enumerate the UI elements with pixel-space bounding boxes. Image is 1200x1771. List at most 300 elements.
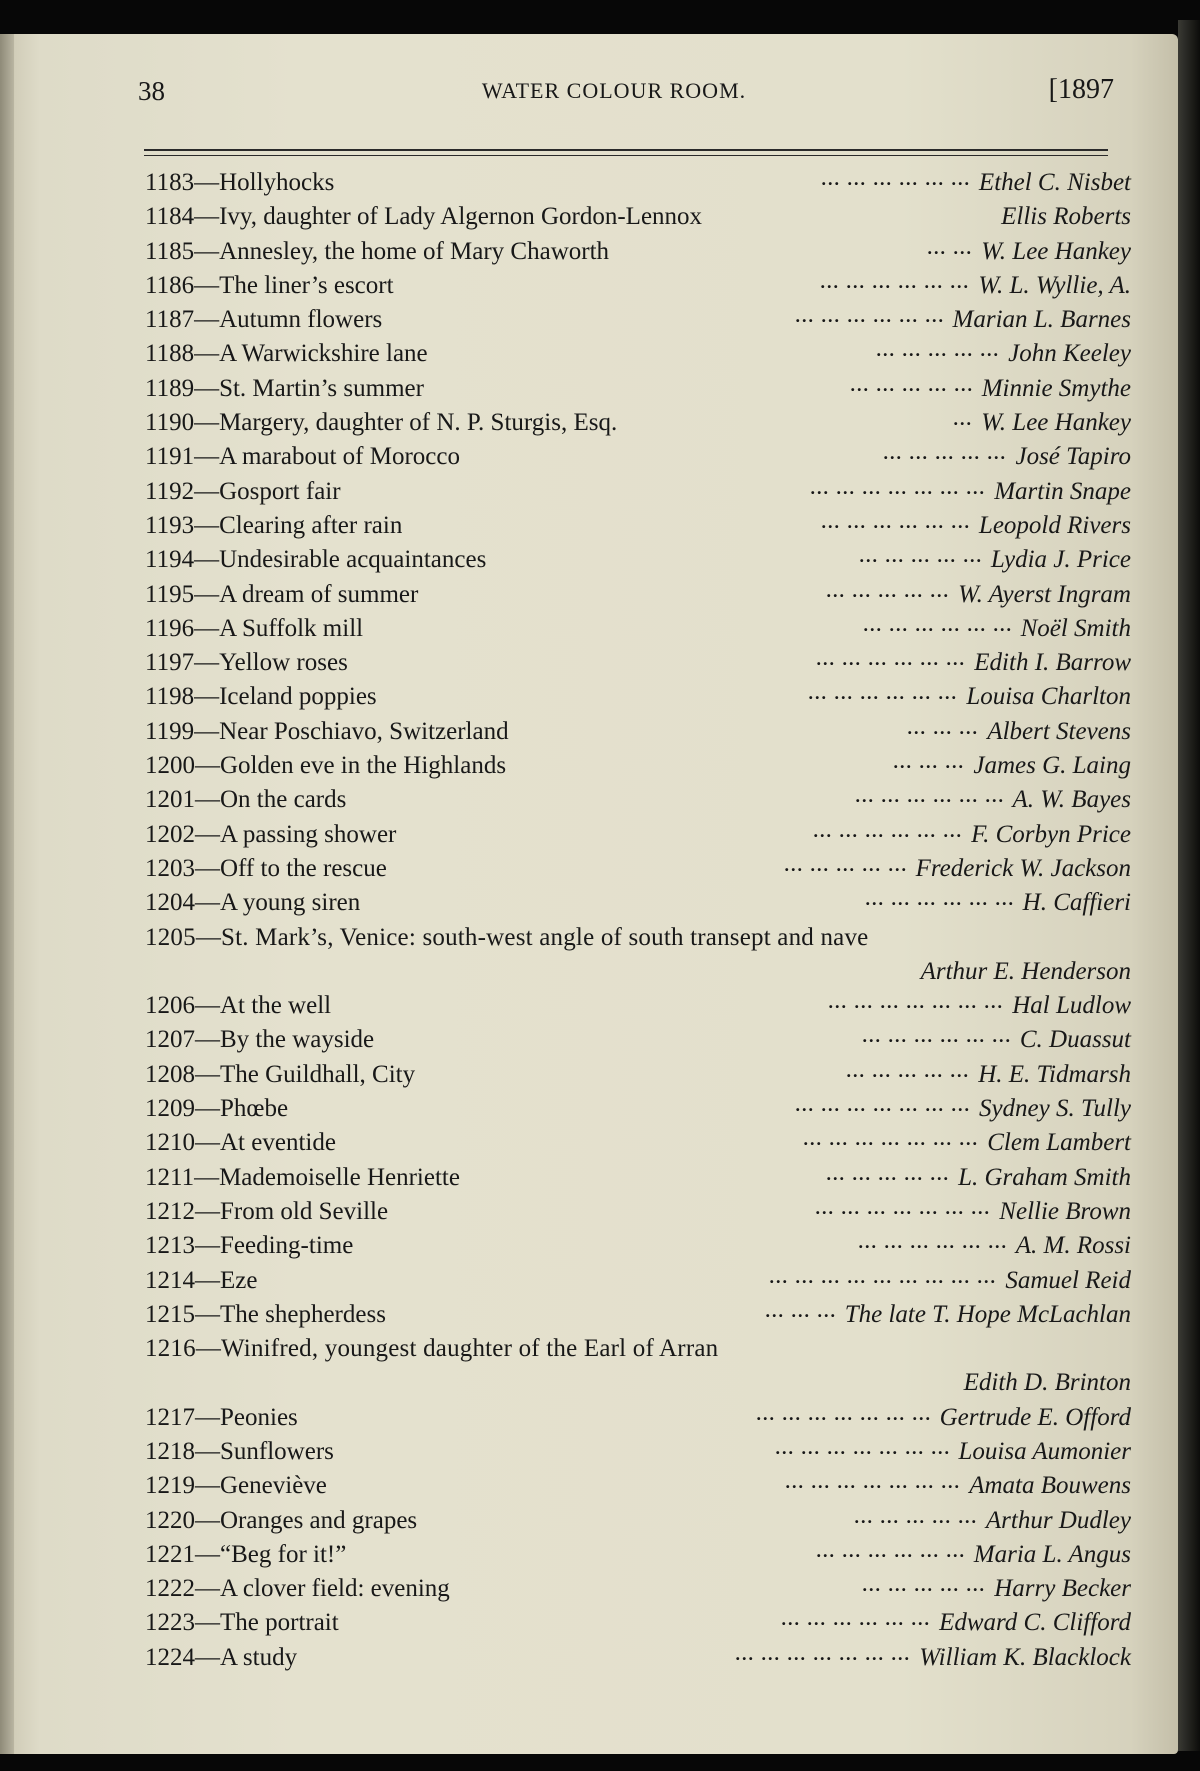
entry-number: 1203 (145, 854, 195, 882)
entry-line (145, 1164, 460, 1192)
entry-artist: Albert Stevens (987, 717, 1131, 745)
entry-line (145, 1301, 386, 1329)
entry-title: Gosport fair (219, 477, 341, 505)
entry-title: A study (220, 1643, 298, 1671)
leader-dots: ... ... ... ... ... ... ... (810, 477, 986, 498)
entry-dash: — (194, 271, 220, 299)
entry-title: A Suffolk mill (219, 614, 364, 642)
entry-line (145, 649, 348, 677)
entry-title: St. Mark’s, Venice: south-west angle of south transept and nave (221, 923, 869, 951)
leader-dots: ... ... ... ... ... (846, 1060, 970, 1081)
entry-number: 1188 (145, 340, 195, 368)
entry-title: Peonies (220, 1403, 298, 1431)
entry-title: Margery, daughter of N. P. Sturgis, Esq. (219, 409, 618, 437)
entry-dash: — (195, 1643, 220, 1671)
entry-dash: — (194, 614, 220, 642)
entry-number: 1193 (145, 511, 195, 539)
entry-line (145, 752, 506, 780)
entry-title: A clover field: evening (220, 1575, 450, 1603)
page-gutter (0, 34, 14, 1754)
catalogue-entry (145, 921, 1131, 955)
entry-number: 1220 (145, 1506, 195, 1534)
entry-number: 1207 (145, 1026, 195, 1054)
entry-line (145, 1609, 339, 1637)
entry-title: St. Martin’s summer (219, 374, 424, 402)
entry-title: Iceland poppies (219, 683, 377, 711)
leader-dots: ... ... ... ... ... ... (808, 683, 958, 704)
entry-line (145, 889, 360, 917)
entry-title: The Guildhall, City (220, 1060, 416, 1088)
entry-dash: — (194, 683, 220, 711)
catalogue-entry (145, 1126, 1131, 1160)
entry-line (145, 1472, 327, 1500)
entry-artist: Sydney S. Tully (978, 1095, 1131, 1123)
entry-line (145, 1129, 336, 1157)
entry-dash: — (194, 374, 220, 402)
catalogue-entry (145, 852, 1131, 886)
catalogue-entry (145, 337, 1131, 371)
entry-dash: — (195, 1575, 220, 1603)
entry-title: The liner’s escort (219, 271, 394, 299)
entry-number: 1224 (145, 1643, 195, 1671)
entry-line (145, 786, 346, 814)
leader-dots: ... ... ... ... ... ... ... (775, 1437, 951, 1458)
entry-number: 1201 (145, 786, 195, 814)
entry-number: 1190 (145, 409, 195, 437)
entry-artist: Minnie Smythe (981, 374, 1131, 402)
entry-number: 1186 (145, 271, 195, 299)
entry-artist: Arthur E. Henderson (920, 957, 1131, 985)
entry-dash: — (194, 340, 220, 368)
leader-dots: ... ... ... ... ... ... ... ... ... (769, 1266, 997, 1287)
entry-dash: — (195, 1266, 220, 1294)
catalogue-entry-artist-line (145, 955, 1131, 989)
entry-title: Yellow roses (219, 649, 348, 677)
catalogue-entry (145, 1538, 1131, 1572)
entry-artist: A. M. Rossi (1015, 1232, 1131, 1260)
catalogue-entry (145, 372, 1131, 406)
entry-line (145, 546, 486, 574)
entry-dash: — (195, 854, 220, 882)
entry-dash: — (195, 889, 220, 917)
entry-line (145, 924, 868, 952)
leader-dots: ... ... ... ... ... ... (858, 1232, 1008, 1253)
catalogue-entry (145, 1298, 1131, 1332)
entry-line (145, 683, 377, 711)
entry-number: 1197 (145, 649, 195, 677)
entry-artist: W. Ayerst Ingram (958, 580, 1131, 608)
entry-dash: — (194, 649, 220, 677)
leader-dots: ... ... ... ... ... ... (855, 786, 1005, 807)
entry-number: 1198 (145, 683, 195, 711)
entry-artist: Lydia J. Price (990, 546, 1131, 574)
catalogue-entry (145, 749, 1131, 783)
entry-number: 1202 (145, 820, 195, 848)
entry-dash: — (195, 1129, 220, 1157)
leader-dots: ... ... ... ... ... ... (821, 169, 971, 189)
leader-dots: ... ... ... ... ... ... ... (756, 1403, 932, 1424)
entry-dash: — (195, 1197, 220, 1225)
entry-dash: — (195, 1335, 222, 1363)
entry-artist: Noël Smith (1020, 614, 1131, 642)
entry-line (145, 306, 382, 334)
catalogue-entry (145, 578, 1131, 612)
entry-dash: — (194, 203, 220, 231)
entry-title: Phœbe (220, 1095, 289, 1123)
catalogue-entry (145, 1435, 1131, 1469)
entry-title: “Beg for it!” (220, 1540, 347, 1568)
leader-dots: ... ... ... ... ... (883, 443, 1007, 464)
leader-dots: ... ... ... ... ... ... (813, 820, 963, 841)
entry-number: 1212 (145, 1197, 195, 1225)
entry-title: Annesley, the home of Mary Chaworth (219, 237, 610, 265)
entry-artist: Ellis Roberts (1001, 203, 1131, 231)
catalogue-entry (145, 509, 1131, 543)
leader-dots: ... ... ... ... ... ... ... (735, 1643, 911, 1664)
entry-artist: W. Lee Hankey (981, 409, 1131, 437)
entry-dash: — (194, 237, 220, 265)
entry-number: 1208 (145, 1060, 195, 1088)
entry-artist: H. Caffieri (1022, 889, 1131, 917)
entry-number: 1219 (145, 1472, 195, 1500)
running-head-year: [1897 (1048, 74, 1114, 105)
entry-title: Sunflowers (220, 1437, 334, 1465)
catalogue-entry (145, 1264, 1131, 1298)
entry-artist: Maria L. Angus (973, 1540, 1131, 1568)
entry-line (145, 1438, 334, 1466)
leader-dots: ... ... ... (893, 752, 965, 773)
entry-line (145, 512, 402, 540)
entry-title: Winifred, youngest daughter of the Earl of Arran (221, 1335, 719, 1363)
entry-title: At eventide (220, 1129, 336, 1157)
entry-line (145, 1026, 374, 1054)
entry-line (145, 409, 617, 437)
entry-number: 1192 (145, 477, 195, 505)
entry-title: Feeding-time (220, 1232, 354, 1260)
catalogue-entry (145, 1161, 1131, 1195)
entry-artist: L. Graham Smith (958, 1163, 1131, 1191)
entry-dash: — (195, 1060, 220, 1088)
entry-number: 1189 (145, 374, 195, 402)
page-number: 38 (138, 76, 165, 106)
catalogue-entry (145, 646, 1131, 680)
catalogue-entry (145, 475, 1131, 509)
catalogue-entry (145, 406, 1131, 440)
entry-title: A Warwickshire lane (219, 340, 428, 368)
entry-line (145, 1335, 718, 1363)
entry-title: On the cards (220, 786, 347, 814)
entry-title: Eze (220, 1266, 258, 1294)
entry-title: Geneviève (220, 1472, 327, 1500)
entry-artist: John Keeley (1008, 340, 1131, 368)
catalogue-entry (145, 1195, 1131, 1229)
entry-title: The portrait (220, 1609, 339, 1637)
catalogue-entry (145, 166, 1131, 200)
leader-dots: ... ... ... ... ... ... (863, 614, 1013, 635)
entry-number: 1215 (145, 1300, 195, 1328)
entry-line (145, 1541, 346, 1569)
entry-title: By the wayside (220, 1026, 375, 1054)
entry-dash: — (195, 992, 220, 1020)
entry-title: A young siren (220, 889, 361, 917)
entry-number: 1221 (145, 1540, 195, 1568)
entry-artist: Louisa Aumonier (958, 1437, 1131, 1465)
entry-artist: James G. Laing (973, 752, 1131, 780)
entry-dash: — (194, 409, 220, 437)
leader-dots: ... ... ... ... ... (850, 374, 974, 395)
entry-line (145, 718, 509, 746)
leader-dots: ... ... ... (765, 1300, 837, 1321)
entry-artist: The late T. Hope McLachlan (844, 1300, 1131, 1328)
catalogue-entry (145, 1606, 1131, 1640)
leader-dots: ... ... ... ... ... ... (821, 511, 971, 532)
entry-line (145, 615, 363, 643)
entry-title: From old Seville (220, 1197, 389, 1225)
entry-artist: Gertrude E. Offord (939, 1403, 1131, 1431)
entry-dash: — (194, 477, 220, 505)
leader-dots: ... ... ... ... ... ... (816, 649, 966, 670)
leader-dots: ... ... ... ... ... (862, 1575, 986, 1596)
entry-number: 1204 (145, 889, 195, 917)
entry-dash: — (194, 717, 220, 745)
catalogue-entry (145, 818, 1131, 852)
catalogue-entry (145, 1469, 1131, 1503)
entry-number: 1185 (145, 237, 195, 265)
entry-line (145, 1404, 298, 1432)
entry-dash: — (194, 580, 220, 608)
leader-dots: ... (953, 409, 973, 430)
entry-title: Hollyhocks (219, 169, 335, 196)
entry-title: Golden eve in the Highlands (220, 752, 507, 780)
entry-number: 1199 (145, 717, 195, 745)
entry-dash: — (194, 1163, 220, 1191)
entry-title: Oranges and grapes (220, 1506, 418, 1534)
entry-line (145, 1267, 257, 1295)
entry-artist: Samuel Reid (1005, 1266, 1131, 1294)
entry-line (145, 1575, 450, 1603)
entry-number: 1223 (145, 1609, 195, 1637)
entry-artist: Louisa Charlton (966, 683, 1131, 711)
entry-dash: — (194, 546, 220, 574)
entry-number: 1191 (145, 443, 195, 471)
entry-dash: — (194, 511, 220, 539)
entry-artist: Frederick W. Jackson (915, 854, 1131, 882)
entry-artist: Harry Becker (994, 1575, 1131, 1603)
entry-line (145, 1095, 288, 1123)
entry-artist: Arthur Dudley (985, 1506, 1131, 1534)
catalogue-entry (145, 680, 1131, 714)
leader-dots: ... ... ... ... ... ... (865, 889, 1015, 910)
entry-line (145, 272, 394, 300)
entry-line (145, 581, 418, 609)
entry-number: 1206 (145, 992, 195, 1020)
catalogue-entry (145, 1641, 1131, 1675)
leader-dots: ... ... ... ... ... ... ... (815, 1197, 991, 1218)
leader-dots: ... ... ... ... ... ... (820, 271, 970, 292)
entry-number: 1200 (145, 752, 195, 780)
entry-title: A passing shower (220, 820, 397, 848)
entry-dash: — (195, 820, 220, 848)
entry-dash: — (195, 923, 222, 951)
entry-dash: — (194, 306, 220, 334)
entry-line (145, 1061, 415, 1089)
leader-dots: ... ... ... ... ... ... ... (803, 1129, 979, 1150)
entry-artist: Amata Bouwens (969, 1472, 1131, 1500)
entry-dash: — (194, 443, 220, 471)
catalogue-entry (145, 1092, 1131, 1126)
leader-dots: ... ... ... ... ... ... ... (785, 1472, 961, 1493)
entry-title: Off to the rescue (220, 854, 387, 882)
entry-number: 1214 (145, 1266, 195, 1294)
entry-title: The shepherdess (220, 1300, 386, 1328)
entry-number: 1196 (145, 614, 195, 642)
entry-line (145, 478, 341, 506)
entry-artist: Marian L. Barnes (952, 306, 1131, 334)
entry-dash: — (195, 786, 220, 814)
entry-number: 1217 (145, 1403, 195, 1431)
entry-number: 1183 (145, 169, 195, 196)
leader-dots: ... ... ... ... ... ... ... (828, 992, 1004, 1013)
entry-artist: H. E. Tidmarsh (978, 1060, 1131, 1088)
leader-dots: ... ... ... ... ... (826, 580, 950, 601)
entry-line (145, 821, 396, 849)
entry-artist: F. Corbyn Price (971, 820, 1131, 848)
entry-number: 1218 (145, 1437, 195, 1465)
leader-dots: ... ... ... (907, 717, 979, 738)
entry-number: 1205 (145, 923, 196, 951)
entry-number: 1216 (145, 1335, 196, 1363)
entry-number: 1195 (145, 580, 195, 608)
running-head-title: WATER COLOUR ROOM. (481, 78, 747, 103)
leader-dots: ... ... ... ... ... ... (781, 1609, 931, 1630)
catalogue-entry (145, 1058, 1131, 1092)
catalogue-entry (145, 1332, 1131, 1366)
entry-line (145, 169, 334, 197)
entry-line (145, 992, 331, 1020)
entry-number: 1211 (145, 1163, 195, 1191)
entry-artist: Martin Snape (994, 477, 1131, 505)
entry-artist: Edward C. Clifford (939, 1609, 1131, 1637)
catalogue-entry-artist-line (145, 1366, 1131, 1400)
entry-line (145, 1198, 388, 1226)
entry-dash: — (195, 1026, 220, 1054)
entry-artist: Ethel C. Nisbet (978, 169, 1131, 196)
entry-artist: William K. Blacklock (919, 1643, 1131, 1671)
leader-dots: ... ... ... ... ... ... ... (795, 1095, 971, 1116)
entry-number: 1213 (145, 1232, 195, 1260)
entry-number: 1209 (145, 1095, 195, 1123)
entry-dash: — (195, 752, 220, 780)
entry-number: 1184 (145, 203, 195, 231)
entry-number: 1222 (145, 1575, 195, 1603)
entry-line (145, 340, 428, 368)
entry-line (145, 375, 424, 403)
leader-dots: ... ... ... ... ... (784, 854, 908, 875)
book-spine-edge (1178, 20, 1200, 1751)
entry-line (145, 1507, 417, 1535)
entry-dash: — (195, 1403, 220, 1431)
catalogue-entry (145, 543, 1131, 577)
entry-dash: — (195, 1095, 220, 1123)
entry-dash: — (195, 1437, 220, 1465)
entry-artist: Nellie Brown (999, 1197, 1131, 1225)
entry-number: 1187 (145, 306, 195, 334)
catalogue-entry (145, 1023, 1131, 1057)
entry-dash: — (195, 1472, 220, 1500)
catalogue-entry (145, 200, 1131, 234)
leader-dots: ... ... ... ... ... ... (816, 1540, 966, 1561)
leader-dots: ... ... ... ... ... ... (862, 1026, 1012, 1047)
entry-artist: Edith I. Barrow (974, 649, 1131, 677)
catalogue-entry (145, 269, 1131, 303)
entry-title: A marabout of Morocco (219, 443, 460, 471)
catalogue-entry (145, 303, 1131, 337)
catalogue-entry (145, 886, 1131, 920)
entry-list (145, 166, 1131, 1675)
entry-dash: — (195, 1609, 220, 1637)
entry-artist: W. L. Wyllie, A. (978, 271, 1131, 299)
catalogue-entry (145, 1504, 1131, 1538)
entry-artist: C. Duassut (1019, 1026, 1131, 1054)
entry-title: A dream of summer (219, 580, 419, 608)
catalogue-page (0, 34, 1178, 1754)
header-rule (144, 149, 1108, 156)
catalogue-entry (145, 715, 1131, 749)
entry-title: Undesirable acquaintances (219, 546, 487, 574)
entry-line (145, 443, 460, 471)
entry-title: Ivy, daughter of Lady Algernon Gordon-Lennox (219, 203, 703, 231)
entry-artist: W. Lee Hankey (981, 237, 1131, 265)
entry-artist: Edith D. Brinton (963, 1369, 1131, 1397)
entry-title: Near Poschiavo, Switzerland (219, 717, 509, 745)
leader-dots: ... ... ... ... ... (876, 340, 1000, 361)
entry-line (145, 203, 702, 231)
entry-dash: — (195, 1540, 220, 1568)
entry-title: Clearing after rain (219, 511, 403, 539)
catalogue-entry (145, 440, 1131, 474)
entry-line (145, 855, 387, 883)
entry-dash: — (195, 1506, 220, 1534)
entry-artist: Leopold Rivers (978, 511, 1131, 539)
entry-dash: — (195, 1300, 220, 1328)
entry-title: Mademoiselle Henriette (219, 1163, 460, 1191)
leader-dots: ... ... ... ... ... (854, 1506, 978, 1527)
entry-line (145, 1232, 353, 1260)
catalogue-entry (145, 989, 1131, 1023)
catalogue-entry (145, 783, 1131, 817)
catalogue-entry (145, 612, 1131, 646)
entry-title: Autumn flowers (219, 306, 383, 334)
entry-line (145, 1644, 297, 1672)
leader-dots: ... ... (927, 237, 973, 258)
catalogue-entry (145, 1229, 1131, 1263)
entry-line (145, 238, 609, 266)
catalogue-entry (145, 1572, 1131, 1606)
entry-artist: Clem Lambert (987, 1129, 1131, 1157)
entry-artist: A. W. Bayes (1012, 786, 1131, 814)
entry-dash: — (194, 169, 220, 196)
entry-artist: José Tapiro (1015, 443, 1131, 471)
entry-artist: Hal Ludlow (1012, 992, 1131, 1020)
entry-dash: — (195, 1232, 220, 1260)
leader-dots: ... ... ... ... ... (826, 1163, 950, 1184)
catalogue-entry (145, 1401, 1131, 1435)
catalogue-entry (145, 235, 1131, 269)
entry-title: At the well (220, 992, 332, 1020)
entry-number: 1210 (145, 1129, 195, 1157)
entry-number: 1194 (145, 546, 195, 574)
leader-dots: ... ... ... ... ... ... (795, 306, 945, 327)
